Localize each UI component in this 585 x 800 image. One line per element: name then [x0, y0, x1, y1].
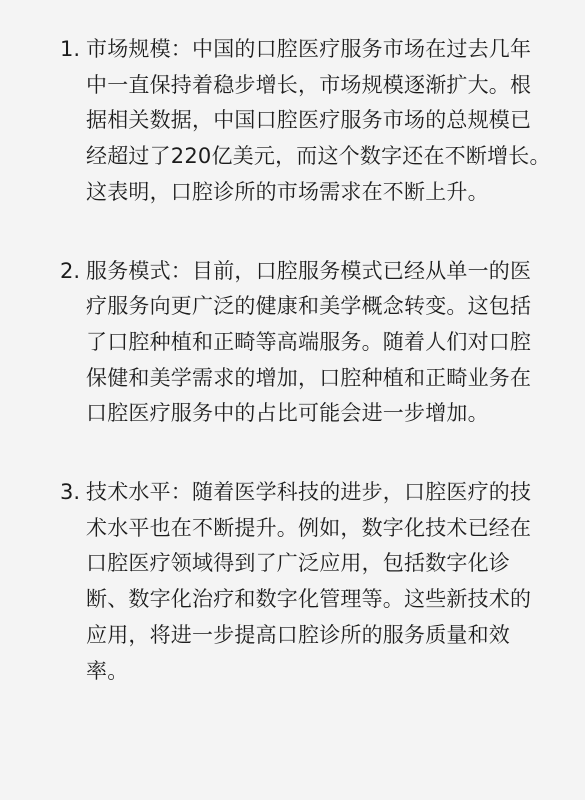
numbered-list [60, 32, 560, 689]
list-item-number: 1. [60, 37, 81, 61]
list-item-number: 3. [60, 480, 81, 505]
list-item-text: 服务模式：目前，口腔服务模式已经从单一的医疗服务向更广泛的健康和美学概念转变。这包括了口腔种植和正畸等高端服务。随着人们对口腔保健和美学需求的增加，口腔种植和正畸业务在口腔医疗服务中的占比可能会进一步增加。 [86, 258, 532, 426]
list-item [60, 475, 560, 689]
list-item [60, 254, 560, 433]
list-item-text: 市场规模：中国的口腔医疗服务市场在过去几年中一直保持着稳步增长，市场规模逐渐扩大。根据相关数据，中国口腔医疗服务市场的总规模已经超过了220亿美元，而这个数字还在不断增长。这表明，口腔诊所的市场需求在不断上升。 [86, 37, 551, 204]
list-item-text: 技术水平：随着医学科技的进步，口腔医疗的技术水平也在不断提升。例如，数字化技术已经在口腔医疗领域得到了广泛应用，包括数字化诊断、数字化治疗和数字化管理等。这些新技术的应用，将进一步提高口腔诊所的服务质量和效率。 [86, 480, 532, 683]
list-item-number: 2. [60, 258, 81, 283]
list-item [60, 32, 560, 211]
